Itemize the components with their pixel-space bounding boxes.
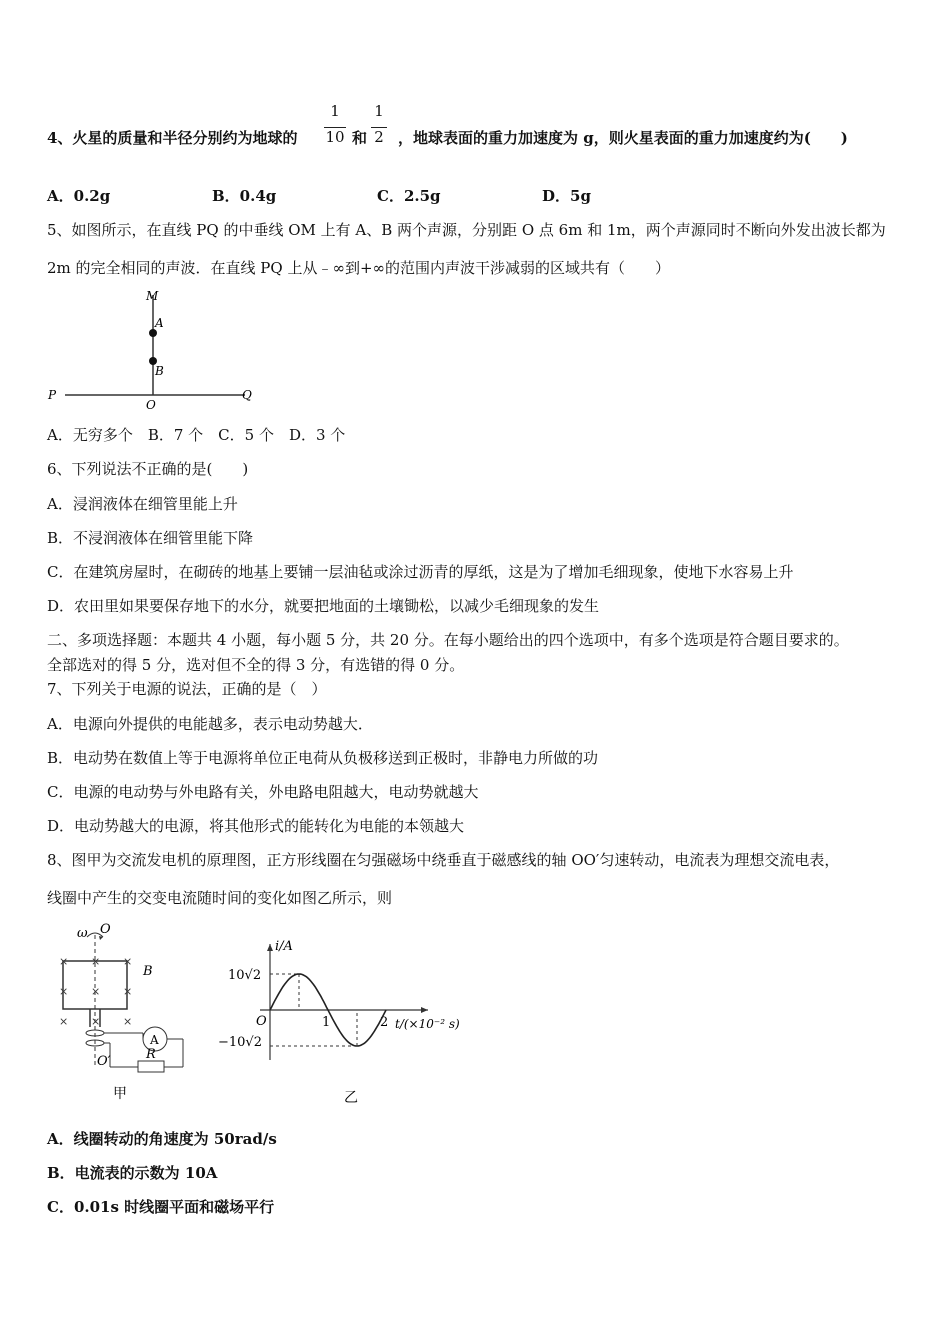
svg-text:×: × — [123, 1015, 133, 1028]
q4-stem-b: ，地球表面的重力加速度为 g，则火星表面的重力加速度约为( ) — [398, 129, 848, 147]
q5-fig-label-P: P — [48, 388, 57, 402]
q4-option-d: D．5g — [542, 187, 591, 205]
q8-figure-yi-chart — [210, 930, 480, 1110]
x-tick-1-label: 1 — [322, 1015, 331, 1030]
q8-figure-jia — [40, 915, 210, 1110]
q5-line1: 5、如图所示，在直线 PQ 的中垂线 OM 上有 A、B 两个声源，分别距 O 点 6m 和 1m，两个声源同时不断向外发出波长都为 — [47, 221, 886, 239]
svg-text:×: × — [59, 955, 69, 968]
q8-option-a: A．线圈转动的角速度为 50rad/s — [47, 1130, 277, 1148]
q4-frac1-num: 1 — [330, 102, 340, 120]
x-tick-2-label: 2 — [380, 1015, 389, 1030]
q6-option-c: C．在建筑房屋时，在砌砖的地基上要铺一层油毡或涂过沥青的厚纸，这是为了增加毛细现象，使地下水容易上升 — [47, 563, 794, 581]
origin-label: O — [256, 1014, 267, 1029]
q8-jia-ammeter: A — [150, 1033, 159, 1047]
y-tick-bottom-label: −10√2 — [218, 1035, 262, 1050]
q4-stem-a: 4、火星的质量和半径分别约为地球的 — [47, 129, 298, 147]
q5-fig-label-A: A — [155, 316, 164, 330]
q4-frac2-num: 1 — [374, 102, 384, 120]
svg-text:×: × — [123, 955, 133, 968]
q4-option-b: B．0.4g — [212, 187, 277, 205]
q4-option-a: A．0.2g — [47, 187, 111, 205]
q8-jia-caption: 甲 — [113, 1086, 127, 1102]
q7-option-d: D．电动势越大的电源，将其他形式的能转化为电能的本领越大 — [47, 817, 465, 835]
section2-line2: 全部选对的得 5 分，选对但不全的得 3 分，有选错的得 0 分。 — [47, 656, 465, 674]
q5-line2: 2m 的完全相同的声波．在直线 PQ 上从﹣∞到+∞的范围内声波干涉减弱的区域共有（ ） — [47, 259, 671, 277]
q5-figure — [40, 285, 270, 415]
q5-fig-label-O: O — [146, 398, 156, 412]
section2-line1: 二、多项选择题：本题共 4 小题，每小题 5 分，共 20 分。在每小题给出的四个选项中，有多个选项是符合题目要求的。 — [47, 631, 849, 649]
q8-jia-label-B: B — [143, 964, 153, 979]
q5-fig-label-Q: Q — [242, 388, 252, 402]
q8-option-b: B．电流表的示数为 10A — [47, 1164, 218, 1182]
q8-jia-label-Oprime: O′ — [97, 1054, 111, 1069]
q6-option-d: D．农田里如果要保存地下的水分，就要把地面的土壤锄松，以减少毛细现象的发生 — [47, 597, 600, 615]
q4-and: 和 — [352, 129, 368, 147]
q6-stem: 6、下列说法不正确的是( ) — [47, 460, 249, 478]
q8-jia-label-O: O — [100, 922, 111, 937]
svg-text:×: × — [91, 1015, 101, 1028]
svg-text:×: × — [91, 985, 101, 998]
q4-option-c: C．2.5g — [377, 187, 441, 205]
q5-fig-label-B: B — [155, 364, 164, 378]
q8-yi-caption: 乙 — [344, 1090, 358, 1106]
x-axis-label: t/(×10⁻² s) — [395, 1017, 460, 1031]
q8-option-c: C．0.01s 时线圈平面和磁场平行 — [47, 1198, 275, 1216]
q8-jia-omega: ω — [77, 926, 88, 941]
svg-text:×: × — [91, 955, 101, 968]
q7-option-b: B．电动势在数值上等于电源将单位正电荷从负极移送到正极时，非静电力所做的功 — [47, 749, 599, 767]
q6-option-a: A．浸润液体在细管里能上升 — [47, 495, 238, 513]
y-tick-top-label: 10√2 — [228, 968, 262, 983]
x-axis-arrow — [421, 1007, 428, 1013]
q6-option-b: B．不浸润液体在细管里能下降 — [47, 529, 254, 547]
y-axis-arrow — [267, 944, 273, 951]
svg-text:×: × — [123, 985, 133, 998]
q8-line1: 8、图甲为交流发电机的原理图，正方形线圈在匀强磁场中绕垂直于磁感线的轴 OO′匀速转动，电流表为理想交流电表， — [47, 851, 840, 869]
q7-option-a: A．电源向外提供的电能越多，表示电动势越大． — [47, 715, 373, 733]
q5-options: A．无穷多个 B．7 个 C．5 个 D．3 个 — [47, 426, 346, 444]
q7-stem: 7、下列关于电源的说法，正确的是（ ） — [47, 680, 327, 698]
y-axis-label: i/A — [275, 939, 293, 954]
q7-option-c: C．电源的电动势与外电路有关，外电路电阻越大，电动势就越大 — [47, 783, 479, 801]
q5-fig-label-M: M — [146, 289, 159, 303]
q4-frac2-den: 2 — [374, 128, 384, 146]
svg-text:×: × — [59, 985, 69, 998]
svg-text:×: × — [59, 1015, 69, 1028]
q8-line2: 线圈中产生的交变电流随时间的变化如图乙所示，则 — [47, 889, 393, 907]
q4-frac1-den: 10 — [325, 128, 345, 146]
q8-jia-label-R: R — [146, 1047, 156, 1062]
